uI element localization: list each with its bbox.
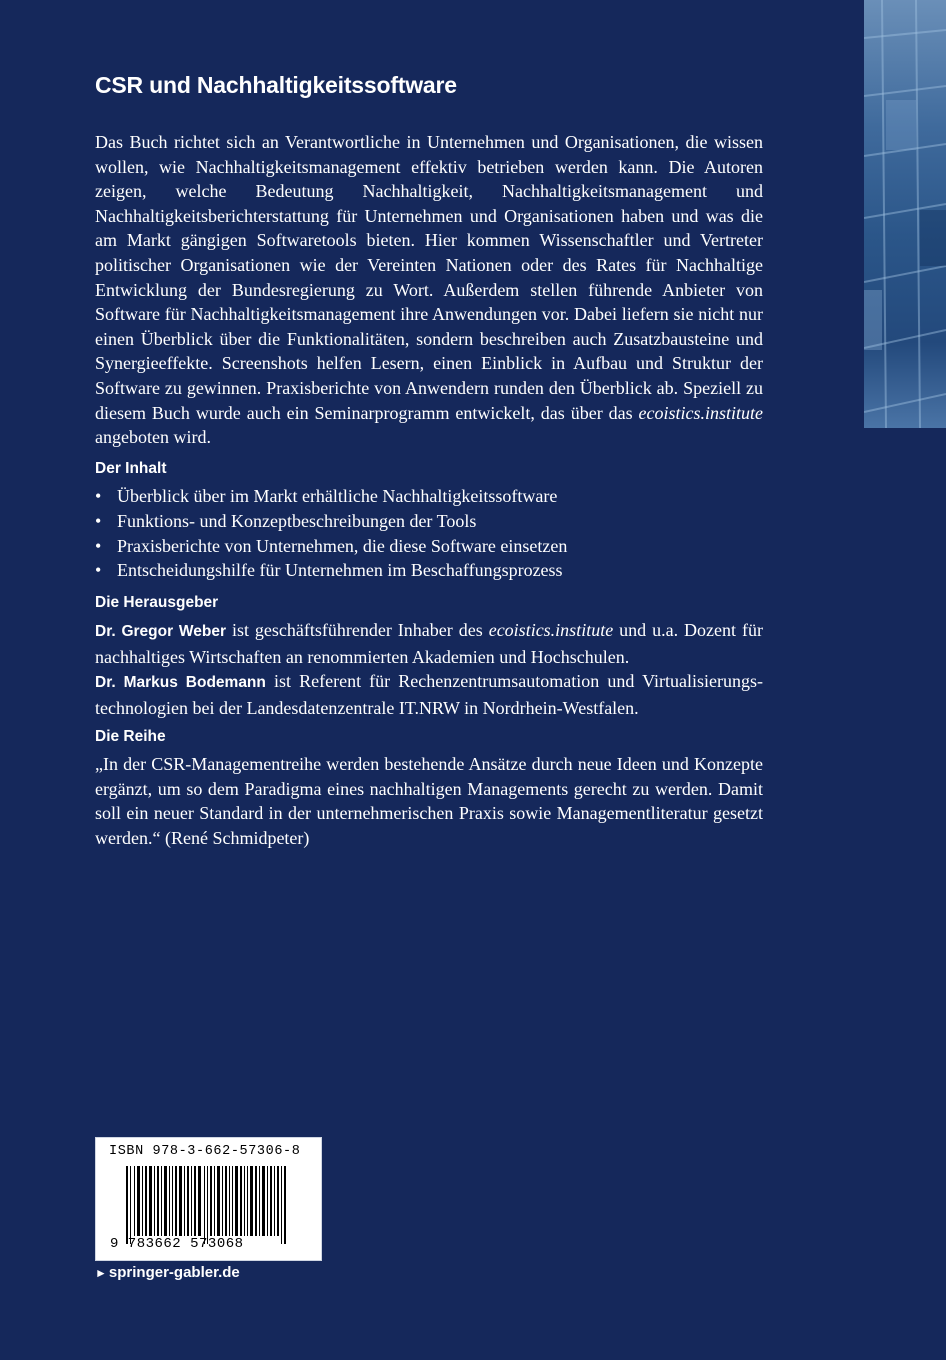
list-item-text: Entscheidungshilfe für Unternehmen im Beschaffungsprozess [117,560,563,581]
editor-institute-name: ecoistics.institute [488,620,614,640]
editor-bio-text: ist geschäftsführender Inhaber des [225,620,489,640]
list-item-text: Funktions- und Konzeptbeschreibungen der Tools [117,510,477,531]
editor-bio [95,618,763,669]
section-heading-herausgeber: Die Herausgeber [95,594,219,611]
section-heading-reihe: Die Reihe [95,728,166,745]
cover-photo-strip [864,0,946,428]
editors-block [95,618,763,720]
intro-paragraph [95,130,763,450]
editor-bio-text-end: und u.a. Dozent für nachhaltiges Wirtschaften an renommierten Akademien und Hochschulen. [95,620,763,667]
isbn-barcode [95,1137,322,1261]
content-list [95,484,763,583]
isbn-number: ISBN 978-3-662-57306-8 [109,1144,301,1159]
section-heading-inhalt: Der Inhalt [95,460,167,477]
intro-institute-name: ecoistics.institute [638,402,763,423]
editor-bio [95,669,763,720]
intro-text: Das Buch richtet sich an Verantwortliche in Unternehmen und Organisationen, die wissen wollen, wie Nachhaltigkeitsmanagement effektiv betrieben werden kann. Die Autoren zeigen, welche Bedeutung Nachhaltigkeit, Nachhaltigkeitsmanagement und Nachhaltigkeitsberichterstattung für Unternehmen und Organisationen haben und was die am Markt gängigen Softwaretools bieten. Hier kommen Wissenschaftler und Vertreter politischer Organisationen wie der Vereinten Nationen oder des Rates für Nachhaltige Entwicklung der Bundesregierung zu Wort. Außerdem stellen führende Anbieter von Software für Nachhaltigkeitsmanagement ihre Anwendungen vor. Dabei liefern sie nicht nur einen Überblick über die Funktionalitäten, sondern beschreiben auch Zusatzbausteine und Synergieeffekte. Screenshots helfen Lesern, einen Einblick in Aufbau und Struktur der Software zu gewinnen. Praxisberichte von Anwendern runden den Überblick ab. Speziell zu diesem Buch wurde auch ein Seminarprogramm entwickelt, das über das [95,132,763,423]
intro-text-end: angeboten wird. [95,427,211,448]
editor-bio-text: ist Referent für Rechenzentrumsautomation und Virtualisierungstechnologien bei der Landesdatenzentrale IT.NRW in Nordrhein-Westfalen. [95,671,763,718]
list-item-text: Praxisberichte von Unternehmen, die diese Software einsetzen [117,535,568,556]
website-url[interactable]: springer-gabler.de [108,1264,240,1281]
glass-facade-image [864,0,946,428]
list-item-text: Überblick über im Markt erhältliche Nachhaltigkeitssoftware [117,486,558,506]
series-quote: „In der CSR-Managementreihe werden bestehende Ansätze durch neue Ideen und Konzepte ergänzt, um so dem Paradigma eines nachhaltigen Managements gerecht zu werden. Damit soll ein neuer Standard in der unternehmerischen Praxis sowie Managementliteratur gesetzt werden.“ (René Schmidpeter) [95,754,763,848]
editor-name: Dr. Gregor Weber [95,623,226,640]
book-title: CSR und Nachhaltigkeitssoftware [95,72,457,98]
list-item [95,534,763,559]
list-item [95,558,763,583]
ean-digits: 9 783662 573068 [110,1236,244,1252]
publisher-website[interactable] [95,1264,240,1281]
bullet-icon: • [95,486,102,506]
bullet-icon: • [95,560,102,581]
list-item [95,484,763,509]
bullet-icon: • [95,535,102,556]
bullet-icon: • [95,510,102,531]
arrow-right-icon: ► [95,1266,107,1280]
list-item [95,509,763,534]
editor-name: Dr. Markus Bodemann [95,674,266,692]
